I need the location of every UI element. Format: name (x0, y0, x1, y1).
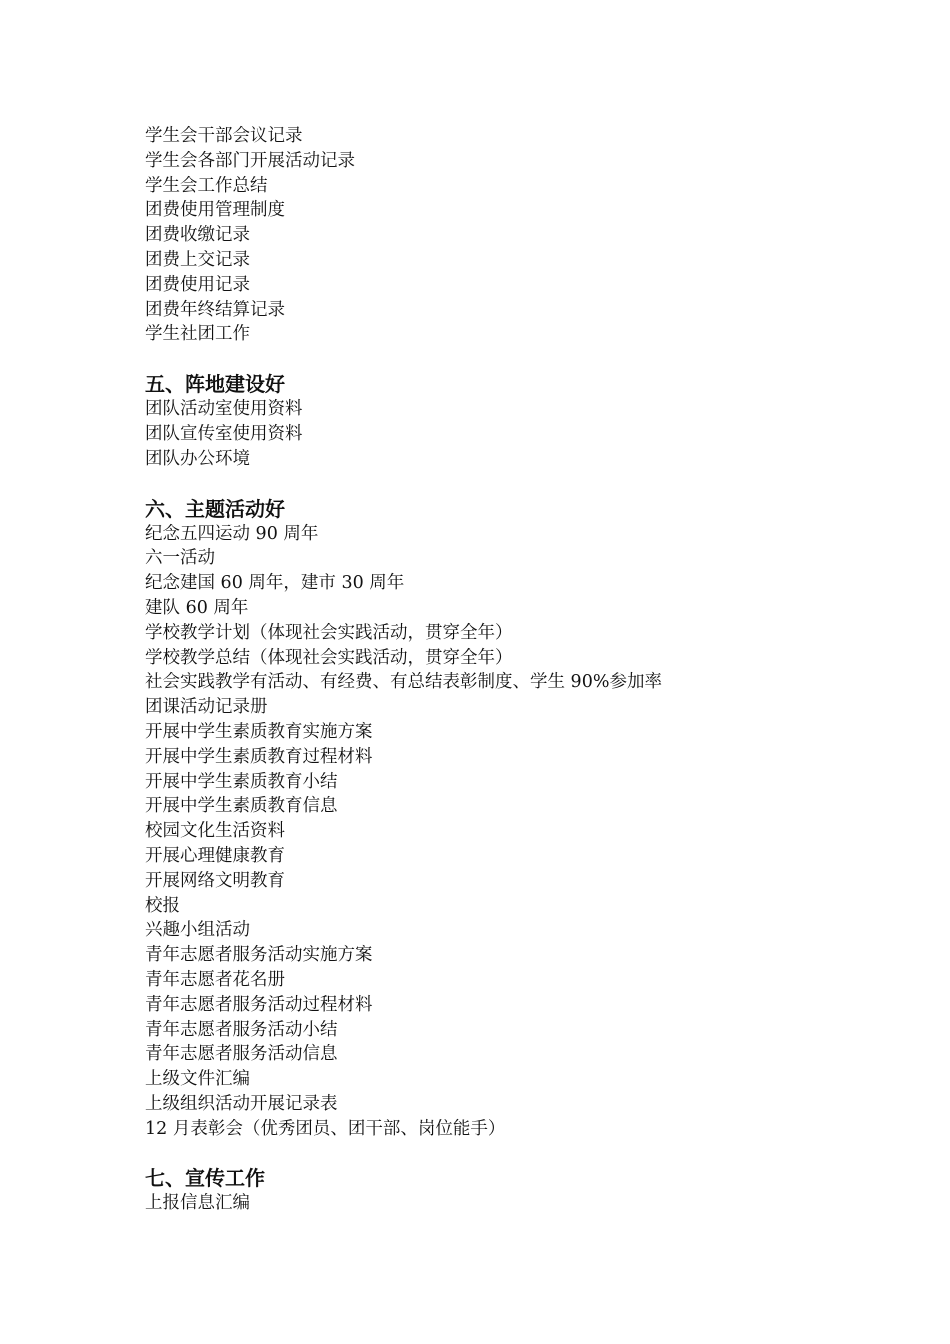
section-spacer (145, 1141, 845, 1166)
list-item: 青年志愿者服务活动信息 (145, 1044, 338, 1065)
list-item: 团队办公环境 (145, 448, 250, 469)
list-item: 团队活动室使用资料 (145, 399, 303, 420)
section-position-building (145, 372, 845, 471)
list-item: 开展中学生素质教育实施方案 (145, 721, 373, 742)
list-item: 开展心理健康教育 (145, 845, 285, 866)
list-item: 学生社团工作 (145, 324, 250, 345)
list-item: 社会实践教学有活动、有经费、有总结表彰制度、学生 90%参加率 (145, 672, 662, 693)
list-item: 学校教学计划（体现社会实践活动，贯穿全年） (145, 622, 513, 643)
section-student-union-list (145, 124, 845, 347)
list-item: 开展中学生素质教育小结 (145, 771, 338, 792)
list-item: 上级文件汇编 (145, 1069, 250, 1090)
list-item: 学生会各部门开展活动记录 (145, 150, 355, 171)
list-item: 上级组织活动开展记录表 (145, 1093, 338, 1114)
list-item: 团费使用管理制度 (145, 200, 285, 221)
list-item: 学校教学总结（体现社会实践活动，贯穿全年） (145, 647, 513, 668)
list-item: 团队宣传室使用资料 (145, 423, 303, 444)
list-item: 学生会干部会议记录 (145, 126, 303, 146)
section-heading: 七、宣传工作 (145, 1166, 265, 1191)
section-heading: 五、阵地建设好 (145, 372, 285, 397)
list-item: 建队 60 周年 (145, 597, 249, 618)
list-item: 开展中学生素质教育过程材料 (145, 746, 373, 767)
list-item: 纪念五四运动 90 周年 (145, 523, 319, 544)
section-spacer (145, 472, 845, 497)
section-heading: 六、主题活动好 (145, 496, 285, 521)
list-item: 青年志愿者服务活动过程材料 (145, 994, 373, 1015)
document-page (145, 124, 845, 1216)
list-item: 六一活动 (145, 548, 215, 569)
list-item: 团费收缴记录 (145, 225, 250, 246)
list-item: 纪念建国 60 周年，建市 30 周年 (145, 573, 405, 594)
list-item: 开展中学生素质教育信息 (145, 796, 338, 817)
list-item: 12 月表彰会（优秀团员、团干部、岗位能手） (145, 1118, 506, 1139)
list-item: 青年志愿者服务活动实施方案 (145, 945, 373, 966)
list-item: 团费使用记录 (145, 274, 250, 295)
list-item: 团课活动记录册 (145, 697, 268, 718)
list-item: 团费年终结算记录 (145, 299, 285, 320)
list-item: 团费上交记录 (145, 249, 250, 270)
list-item: 学生会工作总结 (145, 175, 268, 196)
list-item: 校报 (145, 895, 180, 916)
list-item: 开展网络文明教育 (145, 870, 285, 891)
list-item: 青年志愿者花名册 (145, 969, 285, 990)
section-theme-activities (145, 497, 845, 1142)
list-item: 校园文化生活资料 (145, 821, 285, 842)
section-spacer (145, 347, 845, 372)
section-publicity-work (145, 1166, 845, 1216)
list-item: 上报信息汇编 (145, 1193, 250, 1214)
list-item: 青年志愿者服务活动小结 (145, 1019, 338, 1040)
list-item: 兴趣小组活动 (145, 920, 250, 941)
